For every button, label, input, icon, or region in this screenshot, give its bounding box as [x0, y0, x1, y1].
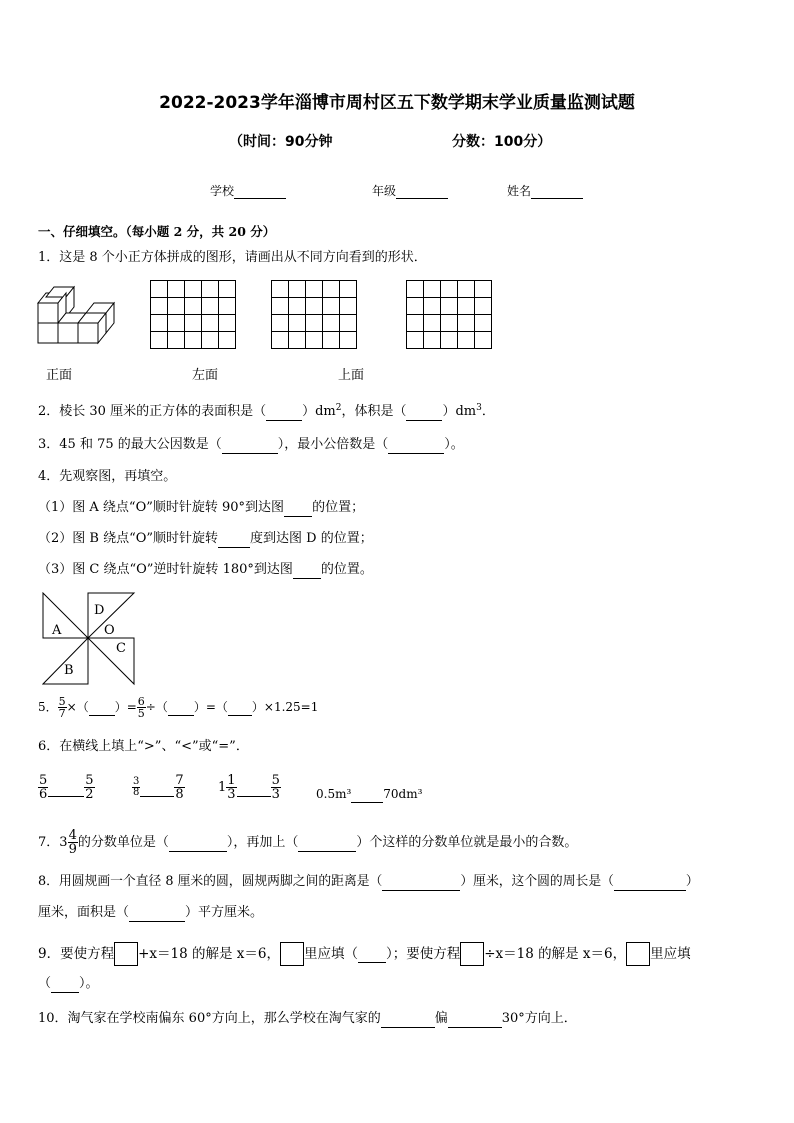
answer-blank[interactable] — [406, 404, 442, 421]
grid-cell[interactable] — [185, 298, 202, 315]
grid-cell[interactable] — [323, 332, 340, 349]
label-front: 正面 — [46, 368, 73, 383]
answer-blank[interactable] — [218, 531, 250, 548]
name-blank[interactable] — [531, 186, 583, 199]
label-B: B — [64, 663, 74, 678]
grid-cell[interactable] — [323, 315, 340, 332]
grid-cell[interactable] — [151, 298, 168, 315]
compare-1: $\frac{5}{6}$ $\frac{5}{2}$ — [39, 773, 94, 802]
grid-cell[interactable] — [202, 281, 219, 298]
answer-blank[interactable] — [140, 780, 174, 797]
grid-cell[interactable] — [168, 298, 185, 315]
grid-cell[interactable] — [475, 332, 492, 349]
answer-blank[interactable] — [388, 437, 444, 454]
grid-cell[interactable] — [219, 332, 236, 349]
rotation-figure — [42, 592, 138, 686]
grid-left[interactable] — [271, 280, 357, 349]
question-4-part-2: （2）图 B 绕点“O”顺时针旋转 度到达图 D 的位置； — [38, 531, 373, 546]
grid-cell[interactable] — [272, 332, 289, 349]
grid-cell[interactable] — [441, 281, 458, 298]
grid-cell[interactable] — [441, 332, 458, 349]
answer-blank[interactable] — [358, 946, 386, 963]
question-2: 2．棱长 30 厘米的正方体的表面积是（ ）$dm^2$，体积是（ ）$dm^3$． — [38, 403, 495, 420]
exam-time: （时间：90分钟 — [229, 134, 333, 150]
grid-cell[interactable] — [407, 281, 424, 298]
page-title: 2022-2023学年淄博市周村区五下数学期末学业质量监测试题 — [159, 93, 635, 113]
answer-blank[interactable] — [48, 780, 84, 797]
grid-cell[interactable] — [441, 315, 458, 332]
answer-blank[interactable] — [614, 874, 686, 891]
grid-cell[interactable] — [323, 281, 340, 298]
fill-box[interactable] — [460, 942, 484, 966]
compare-2: $\frac{3}{8}$ $\frac{7}{8}$ — [133, 773, 184, 802]
grid-front[interactable] — [150, 280, 236, 349]
question-4: 4．先观察图，再填空。 — [38, 469, 177, 484]
grid-cell[interactable] — [424, 281, 441, 298]
answer-blank[interactable] — [89, 699, 115, 716]
grid-cell[interactable] — [475, 281, 492, 298]
grid-cell[interactable] — [151, 332, 168, 349]
grid-cell[interactable] — [475, 298, 492, 315]
answer-blank[interactable] — [129, 905, 185, 922]
grid-cell[interactable] — [306, 281, 323, 298]
grid-top[interactable] — [406, 280, 492, 349]
grid-cell[interactable] — [168, 332, 185, 349]
label-top: 上面 — [338, 368, 365, 383]
answer-blank[interactable] — [266, 404, 302, 421]
grid-cell[interactable] — [202, 332, 219, 349]
grid-cell[interactable] — [185, 332, 202, 349]
fill-box — [626, 942, 650, 966]
label-O: O — [104, 623, 115, 638]
grid-cell[interactable] — [168, 281, 185, 298]
grid-cell[interactable] — [407, 315, 424, 332]
grid-cell[interactable] — [151, 315, 168, 332]
answer-blank[interactable] — [448, 1011, 502, 1028]
compare-3: 1 $\frac{1}{3}$ $\frac{5}{3}$ — [218, 773, 280, 802]
grid-cell[interactable] — [458, 298, 475, 315]
answer-blank[interactable] — [51, 976, 79, 993]
school-blank[interactable] — [234, 186, 286, 199]
grid-cell[interactable] — [340, 315, 357, 332]
question-8-cont: 厘米，面积是（ ）平方厘米。 — [38, 905, 264, 920]
question-10: 10．淘气家在学校南偏东 60°方向上，那么学校在淘气家的 偏 30°方向上． — [38, 1011, 577, 1026]
school-field — [210, 182, 286, 199]
school-label: 学校 — [210, 184, 235, 198]
grid-cell[interactable] — [340, 298, 357, 315]
grade-blank[interactable] — [396, 186, 448, 199]
fill-box — [280, 942, 304, 966]
grid-cell[interactable] — [289, 281, 306, 298]
question-9-cont: （ ）。 — [38, 976, 99, 991]
answer-blank[interactable] — [382, 874, 460, 891]
label-A: A — [52, 623, 62, 638]
grid-cell[interactable] — [407, 298, 424, 315]
grid-cell[interactable] — [306, 298, 323, 315]
answer-blank[interactable] — [237, 780, 271, 797]
name-field — [507, 182, 583, 199]
grid-cell[interactable] — [289, 315, 306, 332]
grid-cell[interactable] — [458, 332, 475, 349]
grid-cell[interactable] — [219, 298, 236, 315]
grid-cell[interactable] — [168, 315, 185, 332]
grid-cell[interactable] — [306, 315, 323, 332]
question-8: 8．用圆规画一个直径 8 厘米的圆，圆规两脚之间的距离是（ ）厘米，这个圆的周长是（ ） — [38, 874, 699, 889]
answer-blank[interactable] — [168, 699, 194, 716]
grid-cell[interactable] — [219, 315, 236, 332]
grid-cell[interactable] — [424, 298, 441, 315]
fill-box[interactable] — [114, 942, 138, 966]
question-4-part-3: （3）图 C 绕点“O”逆时针旋转 180°到达图 的位置。 — [38, 562, 373, 577]
grid-cell[interactable] — [340, 281, 357, 298]
grade-label: 年级 — [372, 184, 397, 198]
answer-blank[interactable] — [298, 835, 356, 852]
grid-cell[interactable] — [272, 315, 289, 332]
grid-cell[interactable] — [185, 315, 202, 332]
section-title: 一、仔细填空。（每小题 2 分，共 20 分） — [38, 224, 276, 239]
grid-cell[interactable] — [475, 315, 492, 332]
question-5: 5． $\frac{5}{7}$ ×（ ）= $\frac{6}{5}$ ÷（ ）=（ ）×1.25=1 — [38, 695, 319, 720]
answer-blank[interactable] — [351, 786, 383, 803]
answer-blank[interactable] — [169, 835, 227, 852]
grid-cell[interactable] — [424, 332, 441, 349]
grid-cell[interactable] — [272, 298, 289, 315]
answer-blank[interactable] — [228, 699, 252, 716]
grid-cell[interactable] — [272, 281, 289, 298]
grid-cell[interactable] — [289, 298, 306, 315]
cube-figure — [36, 285, 120, 347]
grid-cell[interactable] — [151, 281, 168, 298]
question-4-part-1: （1）图 A 绕点“O”顺时针旋转 90°到达图 的位置； — [38, 500, 365, 515]
grade-field — [372, 182, 448, 199]
grid-cell[interactable] — [289, 332, 306, 349]
answer-blank[interactable] — [293, 562, 321, 579]
question-6: 6．在横线上填上“>”、“<”或“=”． — [38, 739, 249, 754]
grid-cell[interactable] — [219, 281, 236, 298]
grid-cell[interactable] — [458, 281, 475, 298]
answer-blank[interactable] — [284, 500, 312, 517]
grid-cell[interactable] — [441, 298, 458, 315]
grid-cell[interactable] — [407, 332, 424, 349]
answer-blank[interactable] — [381, 1011, 435, 1028]
grid-cell[interactable] — [424, 315, 441, 332]
grid-cell[interactable] — [458, 315, 475, 332]
grid-cell[interactable] — [340, 332, 357, 349]
compare-4: 0.5m³ 70dm³ — [316, 787, 423, 801]
grid-cell[interactable] — [323, 298, 340, 315]
label-left: 左面 — [192, 368, 219, 383]
name-label: 姓名 — [507, 184, 532, 198]
question-1: 1．这是 8 个小正方体拼成的图形，请画出从不同方向看到的形状． — [38, 250, 427, 265]
question-7: 7．3 $\frac{4}{9}$ 的分数单位是（ ），再加上（ ）个这样的分数单位就是最小的合数。 — [38, 828, 578, 857]
label-C: C — [116, 641, 126, 656]
grid-cell[interactable] — [202, 298, 219, 315]
question-3: 3．45 和 75 的最大公因数是（ ），最小公倍数是（ ）。 — [38, 437, 464, 452]
answer-blank[interactable] — [222, 437, 278, 454]
label-D: D — [94, 603, 105, 618]
grid-cell[interactable] — [306, 332, 323, 349]
exam-score: 分数：100分） — [452, 134, 552, 150]
grid-cell[interactable] — [185, 281, 202, 298]
question-9: 9．要使方程 +x＝18 的解是 x＝6， 里应填（ ）；要使方程 ÷x＝18 的解是 x＝6， 里应填 — [38, 942, 691, 966]
grid-cell[interactable] — [202, 315, 219, 332]
